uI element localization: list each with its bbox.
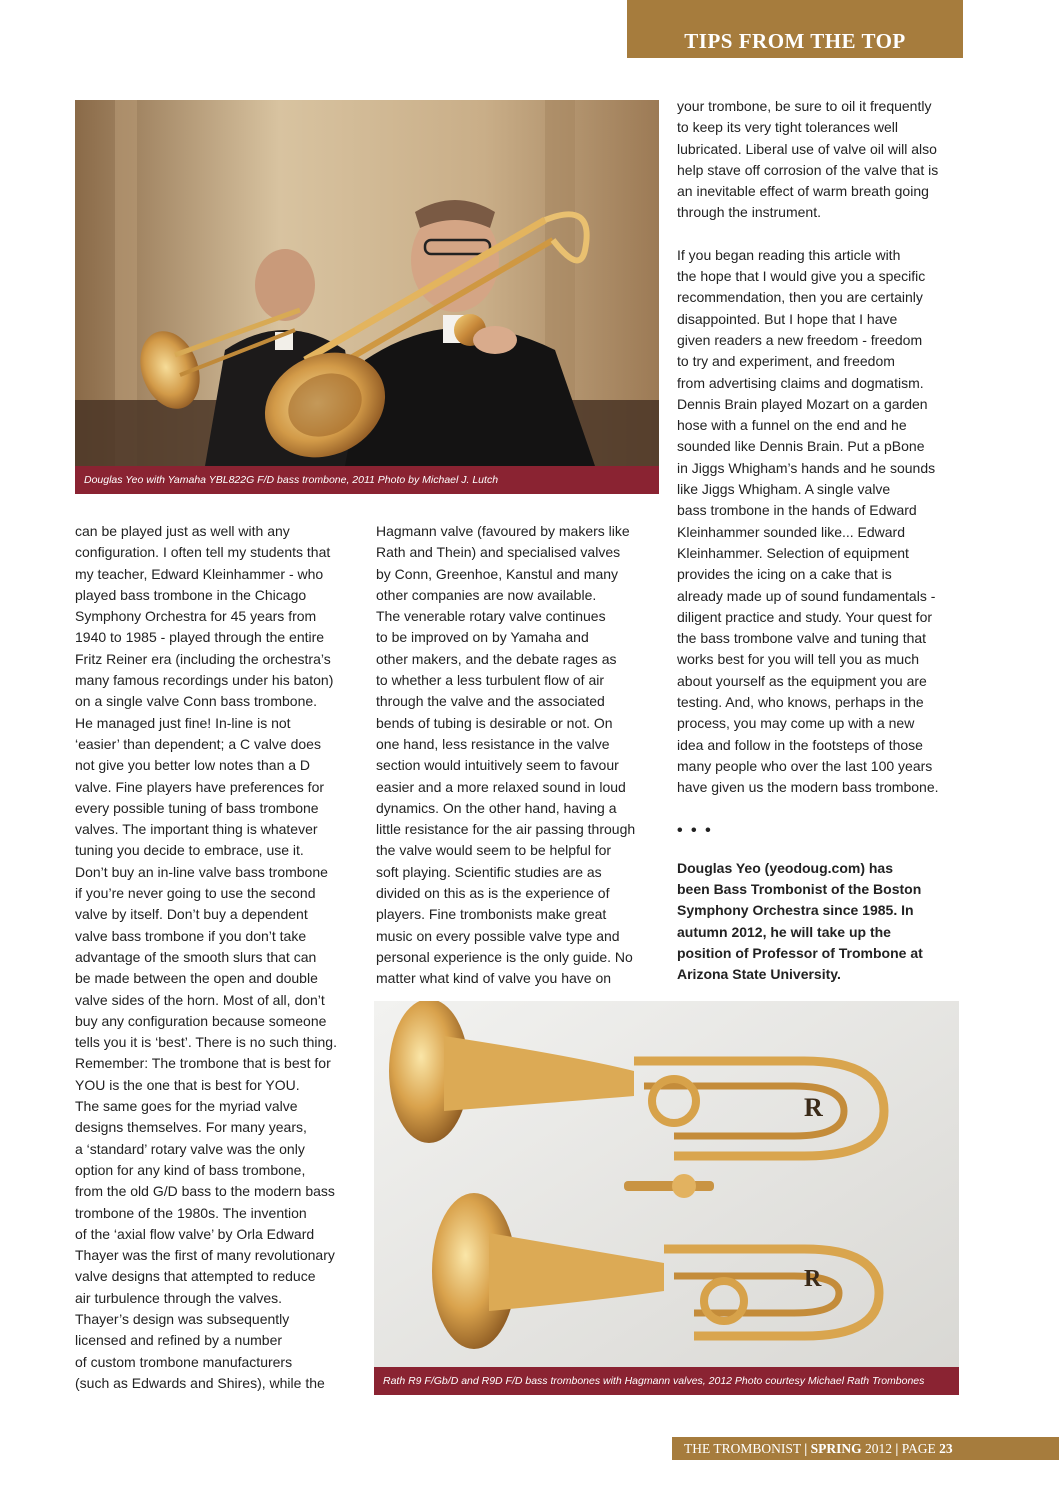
photo-douglas-yeo <box>75 100 659 466</box>
section-title: TIPS FROM THE TOP <box>684 29 906 53</box>
text-line: Hagmann valve (favoured by makers like <box>376 523 630 539</box>
text-line: ‘easier’ than dependent; a C valve does <box>75 735 321 752</box>
text-line: Don’t buy an in-line valve bass trombone <box>75 863 328 880</box>
text-line: tells you it is ‘best’. There is no such thing. <box>75 1034 337 1051</box>
text-line: works best for you will tell you as much <box>677 651 919 668</box>
text-line: through the valve and the associated <box>376 693 605 710</box>
text-line: trombone of the 1980s. The invention <box>75 1204 307 1221</box>
text-line: already made up of sound fundamentals - <box>677 587 936 604</box>
text-line: Thayer’s design was subsequently <box>75 1310 290 1327</box>
bio-line: autumn 2012, he will take up the <box>677 923 891 940</box>
text-line: air turbulence through the valves. <box>75 1289 283 1306</box>
text-line: Dennis Brain played Mozart on a garden <box>677 395 928 412</box>
text-line: designs themselves. For many years, <box>75 1119 307 1136</box>
text-line: through the instrument. <box>677 204 821 221</box>
bio-line: Arizona State University. <box>677 966 841 983</box>
text-line: your trombone, be sure to oil it frequently <box>677 98 932 114</box>
text-line: Rath and Thein) and specialised valves <box>376 544 621 561</box>
photo-caption-1: Douglas Yeo with Yamaha YBL822G F/D bass trombone, 2011 Photo by Michael J. Lutch <box>75 466 659 494</box>
text-line: the bass trombone valve and tuning that <box>677 630 927 647</box>
text-line: other makers, and the debate rages as <box>376 650 617 667</box>
text-line: by Conn, Greenhoe, Kanstul and many <box>376 565 619 582</box>
text-line: provides the icing on a cake that is <box>677 566 892 583</box>
text-line: valve by itself. Don’t buy a dependent <box>75 906 308 923</box>
text-line: can be played just as well with any <box>75 523 290 539</box>
text-line: option for any kind of bass trombone, <box>75 1161 306 1178</box>
bio-line: Symphony Orchestra since 1985. In <box>677 902 914 919</box>
text-line: about yourself as the equipment you are <box>677 672 927 689</box>
text-line: players. Fine trombonists make great <box>376 906 607 923</box>
text-line: valve bass trombone if you don’t take <box>75 927 307 944</box>
text-line: Symphony Orchestra for 45 years from <box>75 608 317 625</box>
text-line: configuration. I often tell my students that <box>75 544 331 561</box>
text-line: tuning you decide to embrace, use it. <box>75 842 304 859</box>
text-line: valve designs that attempted to reduce <box>75 1268 316 1285</box>
text-line: sounded like Dennis Brain. Put a pBone <box>677 438 925 455</box>
bio-line: position of Professor of Trombone at <box>677 944 923 961</box>
text-line: lubricated. Liberal use of valve oil will also <box>677 140 937 157</box>
bio-line: Douglas Yeo (yeodoug.com) has <box>677 859 894 876</box>
author-bio <box>677 858 939 986</box>
text-line: to try and experiment, and freedom <box>677 353 895 370</box>
text-line: other companies are now available. <box>376 586 597 603</box>
text-line: to keep its very tight tolerances well <box>677 119 898 136</box>
text-line: advantage of the smooth slurs that can <box>75 948 317 965</box>
text-line: many people who over the last 100 years <box>677 757 933 774</box>
text-line: (such as Edwards and Shires), while the <box>75 1374 325 1391</box>
text-line: valve. Fine players have preferences for <box>75 778 325 795</box>
text-line: an inevitable effect of warm breath going <box>677 183 929 200</box>
text-line: my teacher, Edward Kleinhammer - who <box>75 565 324 582</box>
text-line: matter what kind of valve you have on <box>376 970 612 987</box>
text-line: in Jiggs Whigham’s hands and he sounds <box>677 459 936 476</box>
text-line: recommendation, then you are certainly <box>677 289 923 306</box>
text-line: YOU is the one that is best for YOU. <box>75 1076 300 1093</box>
text-line: idea and follow in the footsteps of those <box>677 736 923 753</box>
issue-season: SPRING <box>810 1441 862 1456</box>
text-line: if you’re never going to use the second <box>75 885 316 902</box>
paragraph-valve-oil <box>677 96 939 224</box>
photo-caption-2: Rath R9 F/Gb/D and R9D F/D bass trombones with Hagmann valves, 2012 Photo courtesy Michael Rath Trombones <box>374 1367 959 1395</box>
text-line: bends of tubing is desirable or not. On <box>376 714 613 731</box>
section-break: • • • <box>677 821 713 839</box>
text-line: a ‘standard’ rotary valve was the only <box>75 1140 305 1157</box>
footer-separator: | <box>895 1441 899 1456</box>
text-line: Fritz Reiner era (including the orchestra’s <box>75 650 331 667</box>
text-line: have given us the modern bass trombone. <box>677 779 939 796</box>
text-line: every possible tuning of bass trombone <box>75 799 319 816</box>
text-line: process, you may come up with a new <box>677 715 915 732</box>
bio-line: been Bass Trombonist of the Boston <box>677 881 922 898</box>
text-line: from advertising claims and dogmatism. <box>677 374 924 391</box>
text-line: valves. The important thing is whatever <box>75 821 318 838</box>
text-line: be made between the open and double <box>75 970 318 987</box>
page-number: 23 <box>939 1441 953 1456</box>
text-line: on a single valve Conn bass trombone. <box>75 693 318 710</box>
text-line: If you began reading this article with <box>677 246 901 263</box>
text-line: Remember: The trombone that is best for <box>75 1055 331 1072</box>
text-line: like Jiggs Whigham. A single valve <box>677 481 891 498</box>
text-line: of custom trombone manufacturers <box>75 1353 293 1370</box>
text-line: to whether a less turbulent flow of air <box>376 672 605 689</box>
text-line: testing. And, who knows, perhaps in the <box>677 694 924 711</box>
text-line: The same goes for the myriad valve <box>75 1098 298 1115</box>
text-line: given readers a new freedom - freedom <box>677 331 923 348</box>
text-line: dynamics. On the other hand, having a <box>376 799 617 816</box>
text-line: of the ‘axial flow valve’ by Orla Edward <box>75 1225 315 1242</box>
text-line: from the old G/D bass to the modern bass <box>75 1183 335 1200</box>
text-line: played bass trombone in the Chicago <box>75 586 307 603</box>
article-column-3 <box>677 96 939 986</box>
article-column-1 <box>75 521 337 1394</box>
text-line: Thayer was the first of many revolutionary <box>75 1247 335 1264</box>
photo-rath-trombones <box>374 1001 959 1367</box>
text-line: little resistance for the air passing through <box>376 821 636 838</box>
publication-name: THE TROMBONIST <box>684 1441 801 1456</box>
text-line: valve sides of the horn. Most of all, don’t <box>75 991 325 1008</box>
text-line: one hand, less resistance in the valve <box>376 735 610 752</box>
text-line: He managed just fine! In-line is not <box>75 714 291 731</box>
engraving-lower: R <box>804 1266 822 1292</box>
text-line: music on every possible valve type and <box>376 927 620 944</box>
text-line: licensed and refined by a number <box>75 1332 283 1349</box>
text-line: disappointed. But I hope that I have <box>677 310 898 327</box>
text-line: the valve would seem to be helpful for <box>376 842 612 859</box>
text-line: to be improved on by Yamaha and <box>376 629 589 646</box>
page-label: PAGE <box>901 1441 936 1456</box>
text-line: soft playing. Scientific studies are as <box>376 863 602 880</box>
page-footer <box>672 1437 1059 1460</box>
text-line: not give you better low notes than a D <box>75 757 311 774</box>
section-header-tab <box>627 0 963 58</box>
paragraph-conclusion <box>677 245 939 799</box>
text-line: many famous recordings under his baton) <box>75 672 334 689</box>
text-line: diligent practice and study. Your quest for <box>677 608 933 625</box>
text-line: help stave off corrosion of the valve that is <box>677 161 939 178</box>
article-column-2 <box>376 521 635 990</box>
text-line: bass trombone in the hands of Edward <box>677 502 917 519</box>
text-line: easier and a more relaxed sound in loud <box>376 778 626 795</box>
text-line: section would intuitively seem to favour <box>376 757 619 774</box>
text-line: buy any configuration because someone <box>75 1012 327 1029</box>
text-line: 1940 to 1985 - played through the entire <box>75 629 325 646</box>
text-line: personal experience is the only guide. No <box>376 948 633 965</box>
text-line: The venerable rotary valve continues <box>376 608 606 625</box>
text-line: Kleinhammer. Selection of equipment <box>677 544 909 561</box>
issue-year: 2012 <box>865 1441 893 1456</box>
text-line: divided on this as is the experience of <box>376 885 610 902</box>
footer-separator: | <box>804 1441 808 1456</box>
text-line: the hope that I would give you a specific <box>677 268 926 285</box>
text-line: Kleinhammer sounded like... Edward <box>677 523 906 540</box>
text-line: hose with a funnel on the end and he <box>677 417 907 434</box>
engraving-upper: R <box>804 1093 823 1122</box>
